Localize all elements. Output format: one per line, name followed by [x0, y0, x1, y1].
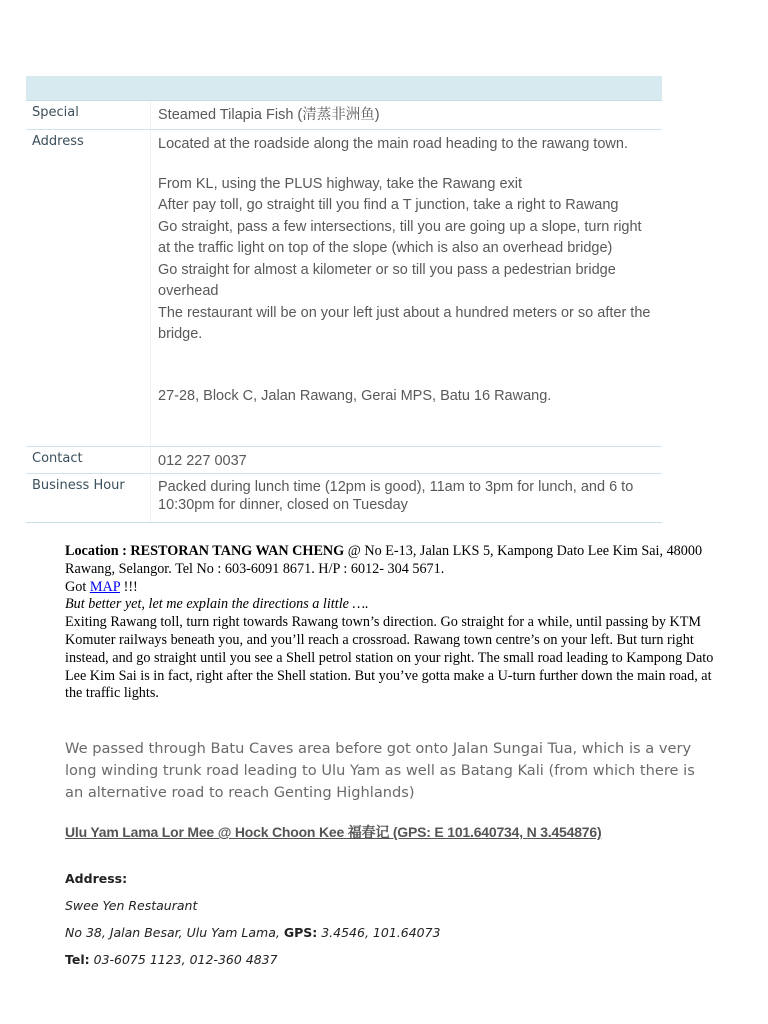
table-row — [26, 474, 662, 523]
lor-mee-heading: Ulu Yam Lama Lor Mee @ Hock Choon Kee 福春记 (GPS: E 101.640734, N 3.454876) — [65, 824, 602, 840]
restaurant-info-table — [26, 76, 662, 523]
address-line: From KL, using the PLUS highway, take the Rawang exit — [158, 175, 523, 192]
table-row — [26, 130, 662, 447]
swee-yen-address-block — [65, 870, 715, 978]
special-value: Steamed Tilapia Fish (清蒸非洲鱼) — [151, 101, 663, 130]
location-details: @ No E-13, Jalan LKS 5, Kampong Dato Lee Kim Sai, 48000 Rawang, Selangor. Tel No : 603-6091 8671. H/P : 6012- 304 5671. — [65, 543, 703, 577]
contact-label: Contact — [26, 447, 151, 474]
batu-caves-paragraph: We passed through Batu Caves area before got onto Jalan Sungai Tua, which is a very long winding trunk road leading to Ulu Yam as well as Batang Kali (from which there is an alternative road to reach Genting Highlands) — [65, 740, 695, 801]
address-line: After pay toll, go straight till you find a T junction, take a right to Rawang — [158, 197, 619, 213]
address-line: Go straight for almost a kilometer or so till you pass a pedestrian bridge overhead — [158, 261, 616, 299]
map-link[interactable]: MAP — [89, 578, 121, 595]
exclaim-text: !!! — [120, 578, 138, 595]
tel-value: 03-6075 1123, 012-360 4837 — [89, 952, 278, 967]
hours-label: Business Hour — [26, 474, 151, 523]
address-line: Go straight, pass a few intersections, till you are going up a slope, turn right at the traffic light on top of the slope (which is also an overhead bridge) — [158, 218, 642, 256]
address-line: The restaurant will be on your left just about a hundred meters or so after the bridge. — [158, 304, 651, 342]
street-text: No 38, Jalan Besar, Ulu Yam Lama, — [65, 925, 284, 940]
table-row — [26, 101, 662, 130]
contact-value: 012 227 0037 — [151, 447, 663, 474]
location-prefix: Location : RESTORAN TANG WAN CHENG — [65, 543, 345, 559]
gps-label: GPS: — [283, 925, 318, 940]
address-heading — [65, 870, 715, 897]
street-line — [65, 924, 715, 951]
address-label: Address — [26, 130, 151, 447]
address-line: 27-28, Block C, Jalan Rawang, Gerai MPS, Batu 16 Rawang. — [158, 387, 552, 404]
got-text: Got — [65, 578, 90, 595]
table-row — [26, 447, 662, 474]
location-block — [65, 543, 715, 703]
tel-label: Tel: — [65, 952, 90, 967]
tel-line — [65, 951, 715, 978]
address-heading-label: Address: — [65, 871, 128, 886]
restaurant-name: Swee Yen Restaurant — [65, 898, 198, 913]
directions-intro: But better yet, let me explain the directions a little …. — [65, 596, 369, 613]
address-value — [151, 130, 663, 447]
location-line — [65, 543, 715, 579]
directions-text: Exiting Rawang toll, turn right towards Rawang town’s direction. Go straight for a while, until passing by KTM Komuter railways beneath you, and you’ll reach a crossroad. Rawang town centre’s on your left. But turn right instead, and go straight until you see a Shell petrol station on your right. The small road leading to Kampong Dato Lee Kim Sai is in fact, right after the Shell station. But you’ve gotta make a U-turn further down the main road, at the traffic lights. — [65, 614, 714, 702]
hours-value: Packed during lunch time (12pm is good), 11am to 3pm for lunch, and 6 to 10:30pm for dinner, closed on Tuesday — [151, 474, 663, 523]
address-line: Located at the roadside along the main road heading to the rawang town. — [158, 136, 628, 152]
special-label: Special — [26, 101, 151, 130]
map-line — [65, 579, 715, 597]
table-header-row — [26, 76, 662, 101]
gps-value: 3.4546, 101.64073 — [317, 925, 441, 940]
